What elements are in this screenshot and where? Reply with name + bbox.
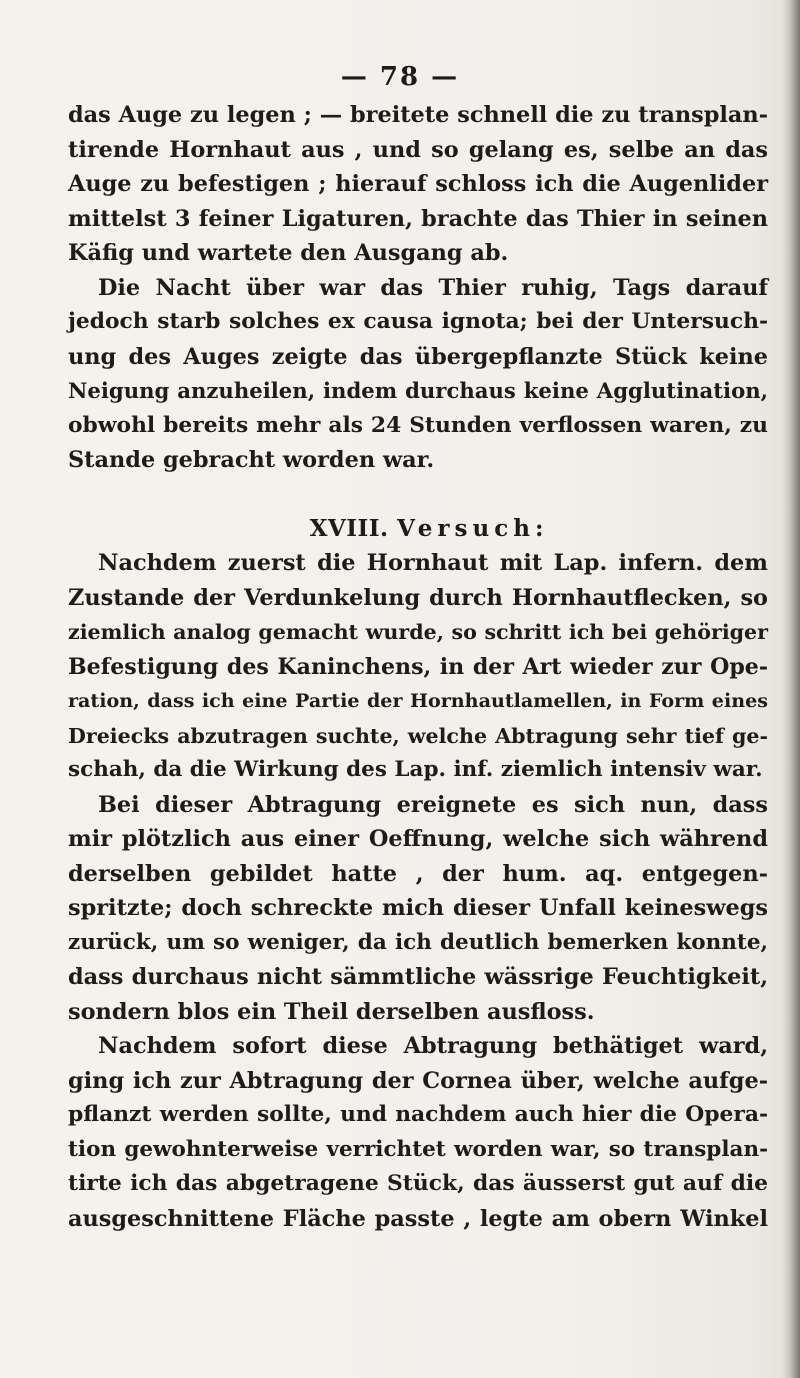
text-line: Zustande der Verdunkelung durch Hornhautflecken, so — [68, 584, 768, 611]
text-line: Neigung anzuheilen, indem durchaus keine Agglutination, — [68, 378, 768, 403]
text-line: obwohl bereits mehr als 24 Stunden verflossen waren, zu — [68, 412, 768, 438]
text-line: ziemlich analog gemacht wurde, so schritt ich bei gehöriger — [68, 620, 768, 644]
text-line: Bei dieser Abtragung ereignete es sich nun, dass — [98, 791, 768, 818]
heading-word: Versuch: — [397, 514, 549, 542]
text-line: Käfig und wartete den Ausgang ab. — [68, 240, 509, 266]
text-line: ung des Auges zeigte das übergepflanzte Stück keine — [68, 343, 768, 370]
page-number: — 78 — — [340, 62, 460, 92]
text-line: ausgeschnittene Fläche passte , legte am obern Winkel — [68, 1205, 768, 1232]
text-line: Nachdem sofort diese Abtragung bethätiget ward, — [98, 1033, 768, 1059]
body-text — [68, 98, 768, 1236]
text-line: tion gewohnterweise verrichtet worden war, so transplan- — [68, 1136, 768, 1162]
section-gap — [68, 478, 768, 512]
text-line: mir plötzlich aus einer Oeffnung, welche sich während — [68, 826, 768, 852]
text-line: derselben gebildet hatte , der hum. aq. entgegen- — [68, 860, 768, 887]
text-line: Befestigung des Kaninchens, in der Art wieder zur Ope- — [68, 653, 768, 680]
text-line: jedoch starb solches ex causa ignota; bei der Untersuch- — [68, 309, 768, 334]
text-line: ging ich zur Abtragung der Cornea über, welche aufge- — [68, 1067, 768, 1094]
text-line: das Auge zu legen ; — breitete schnell die zu transplan- — [68, 102, 768, 128]
text-line: mittelst 3 feiner Ligaturen, brachte das Thier in seinen — [68, 205, 768, 232]
text-line: Auge zu befestigen ; hierauf schloss ich die Augenlider — [68, 171, 768, 197]
page-edge-shadow — [782, 0, 800, 1378]
text-line: spritzte; doch schreckte mich dieser Unfall keineswegs — [68, 895, 768, 921]
text-line: tirte ich das abgetragene Stück, das äusserst gut auf die — [68, 1171, 768, 1196]
text-line: schah, da die Wirkung des Lap. inf. ziemlich intensiv war. — [68, 757, 763, 782]
section-heading — [68, 512, 768, 547]
text-line: Nachdem zuerst die Hornhaut mit Lap. infern. dem — [98, 550, 768, 576]
text-line: zurück, um so weniger, da ich deutlich bemerken konnte, — [68, 929, 768, 955]
text-line: pflanzt werden sollte, und nachdem auch hier die Opera- — [68, 1102, 768, 1127]
text-line: Die Nacht über war das Thier ruhig, Tags darauf — [98, 274, 768, 301]
text-line: sondern blos ein Theil derselben ausfloss. — [68, 998, 595, 1025]
text-line: Stande gebracht worden war. — [68, 447, 435, 473]
text-line: ration, dass ich eine Partie der Hornhautlamellen, in Form eines — [68, 689, 768, 712]
heading-numeral: XVIII. — [309, 514, 389, 542]
text-line: tirende Hornhaut aus , und so gelang es, selbe an das — [68, 136, 768, 163]
text-line: dass durchaus nicht sämmtliche wässrige Feuchtigkeit, — [68, 964, 768, 990]
text-line: Dreiecks abzutragen suchte, welche Abtragung sehr tief ge- — [68, 723, 768, 748]
